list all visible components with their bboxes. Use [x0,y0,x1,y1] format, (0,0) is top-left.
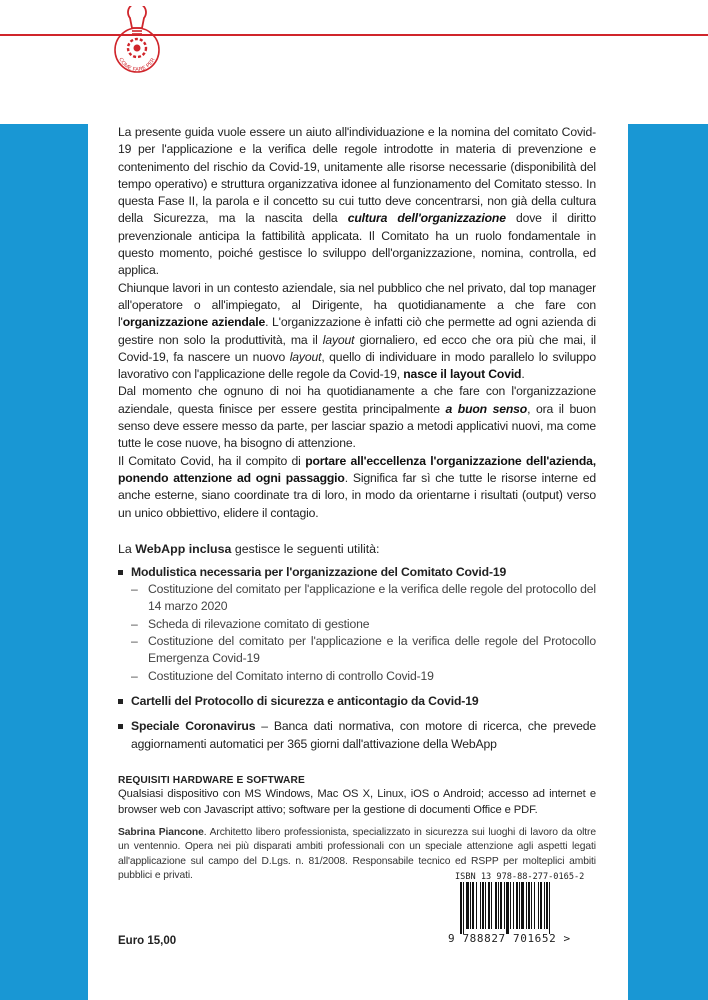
barcode-bar [485,882,486,929]
left-blue-bar [0,124,88,1000]
barcode-bar [480,882,481,929]
barcode-bar [516,882,518,929]
barcode-bar [546,882,548,929]
barcode [458,882,588,934]
barcode-bar [495,882,497,929]
barcode-bar [526,882,527,929]
paragraph-1: La presente guida vuole essere un aiuto all'individuazione e la nomina del comitato Covid-19 per l'applicazione e la verifica delle regole introdotte in materia di prevenzione e contenimento del rischio da Covid-19, unitamente alle risorse necessarie (disponibilità del tempo operativo) e struttura organizzativa idonee al funzionamento del Comitato stesso. In questa Fase II, la parola e il concetto su cui tutto deve concentrarsi, non già della cultura della Sicurezza, ma la nascita della cultura dell'organizzazione dove il diritto prevenzionale anticipa la fattibilità applicata. Il Comitato ha un ruolo fondamentale in questo momento, poiché gestisce lo sviluppo dell'organizzazione, nomina, controlla, ed applica. [118,125,596,278]
barcode-bar [538,882,539,929]
feature-speciale-coronavirus: Speciale Coronavirus – Banca dati normativa, con motore di ricerca, che prevede aggiornamenti automatici per 365 giorni dall'attivazione della WebApp [118,718,596,753]
requirements-title: REQUISITI HARDWARE E SOFTWARE [118,774,305,786]
barcode-bar [470,882,471,929]
logo-text: COME FARE PER [117,56,157,73]
barcode-bar [476,882,477,929]
sub-item: – Costituzione del comitato per l'applicazione e la verifica delle regole del Protocollo Emergenza Covid-19 [131,633,596,668]
paragraph-4: Il Comitato Covid, ha il compito di portare all'eccellenza l'organizzazione dell'azienda, ponendo attenzione ad ogni passaggio. Significa far sì che tutte le risorse interne ed anche esterne, siano coordinate tra di loro, in modo da orientarne i risultati (output) verso un unico obbiettivo, elidere il contagio. [118,453,597,520]
top-red-rule [0,34,708,36]
barcode-bar [540,882,542,929]
barcode-bar [519,882,520,929]
paragraph-2: Chiunque lavori in un contesto aziendale, sia nel pubblico che nel privato, dal top manager all'operatore o all'impiegato, al Dirigente, ha quotidianamente a che fare con l'organizzazione aziendale. L'organizzazione è infatti ciò che permette ad ogni azienda di gestire non solo la produttività, ma il layout giornaliero, ed ecco che ora più che mai, il Covid-19, fa nascere un nuovo layout, quello di individuare in modo parallelo lo sviluppo lavorativo con l'applicazione delle regole da Covid-19, nasce il layout Covid. [118,280,596,382]
modulistica-sublist [131,581,596,685]
barcode-bar [521,882,524,929]
barcode-bar [466,882,469,929]
svg-text:COME FARE PER [117,57,156,73]
author-name: Sabrina Piancone [118,826,204,838]
sub-item: – Costituzione del comitato per l'applicazione e la verifica delle regole del protocollo del 14 marzo 2020 [131,581,596,616]
sub-item: – Costituzione del Comitato interno di controllo Covid-19 [131,668,596,685]
barcode-bar [549,882,550,934]
barcode-bar [488,882,490,929]
paragraph-3: Dal momento che ognuno di noi ha quotidianamente a che fare con l'organizzazione aziendale, questa finisce per essere gestita principalmente a buon senso, ora il buon senso deve essere messo da parte, per lasciar spazio a metodi applicativi nuovi, ma come tutte le cose nuove, ha bisogno di attenzione. [118,384,596,451]
barcode-digits: 9 788827 701652 > [448,932,571,945]
barcode-bar [491,882,492,929]
requirements-text: Qualsiasi dispositivo con MS Windows, Mac OS X, Linux, iOS o Android; accesso ad internet e browser web con Javascript attivo; software per la gestione di documenti Office e PDF. [118,787,596,816]
webapp-features-list [118,564,596,753]
barcode-bar [472,882,474,929]
barcode-bar [510,882,511,929]
feature-modulistica: Modulistica necessaria per l'organizzazione del Comitato Covid-19 – Costituzione del comitato per l'applicazione e la verifica delle regole del protocollo del 14 marzo 2020 – Scheda di rilevazione comitato di gestione – Costituzione del comitato per l'applicazione e la verifica delle regole del Protocollo Emergenza Covid-19 – Costituzione del Comitato interno di controllo Covid-19 [118,564,596,685]
barcode-bar [544,882,545,929]
back-cover-text [118,124,596,884]
barcode-bar [534,882,535,929]
author-bio: Sabrina Piancone. Architetto libero professionista, specializzato in sicurezza sui luoghi di lavoro da oltre un ventennio. Opera nei più disparati ambiti professionali con un speciale attenzione agli aspetti legati all'applicazione sul campo del D.Lgs. n. 81/2008. Responsabile tecnico ed RSPP per molteplici ambiti pubblici e privati. [118,826,596,882]
barcode-bar [513,882,514,929]
barcode-bar [500,882,502,929]
lightbulb-gear-icon [112,6,162,88]
barcode-bar [460,882,462,934]
barcode-bar [498,882,499,929]
webapp-intro: La WebApp inclusa gestisce le seguenti utilità: [118,541,380,556]
isbn-label: ISBN 13 978-88-277-0165-2 [455,872,585,882]
barcode-bar [482,882,484,929]
barcode-bar [531,882,532,929]
sub-item: – Scheda di rilevazione comitato di gestione [131,616,596,633]
feature-cartelli: Cartelli del Protocollo di sicurezza e anticontagio da Covid-19 [118,693,596,710]
barcode-bar [528,882,530,929]
barcode-bar [506,882,509,934]
right-blue-bar [628,124,708,1000]
barcode-bar [463,882,464,934]
barcode-bar [504,882,505,929]
price: Euro 15,00 [118,935,177,947]
